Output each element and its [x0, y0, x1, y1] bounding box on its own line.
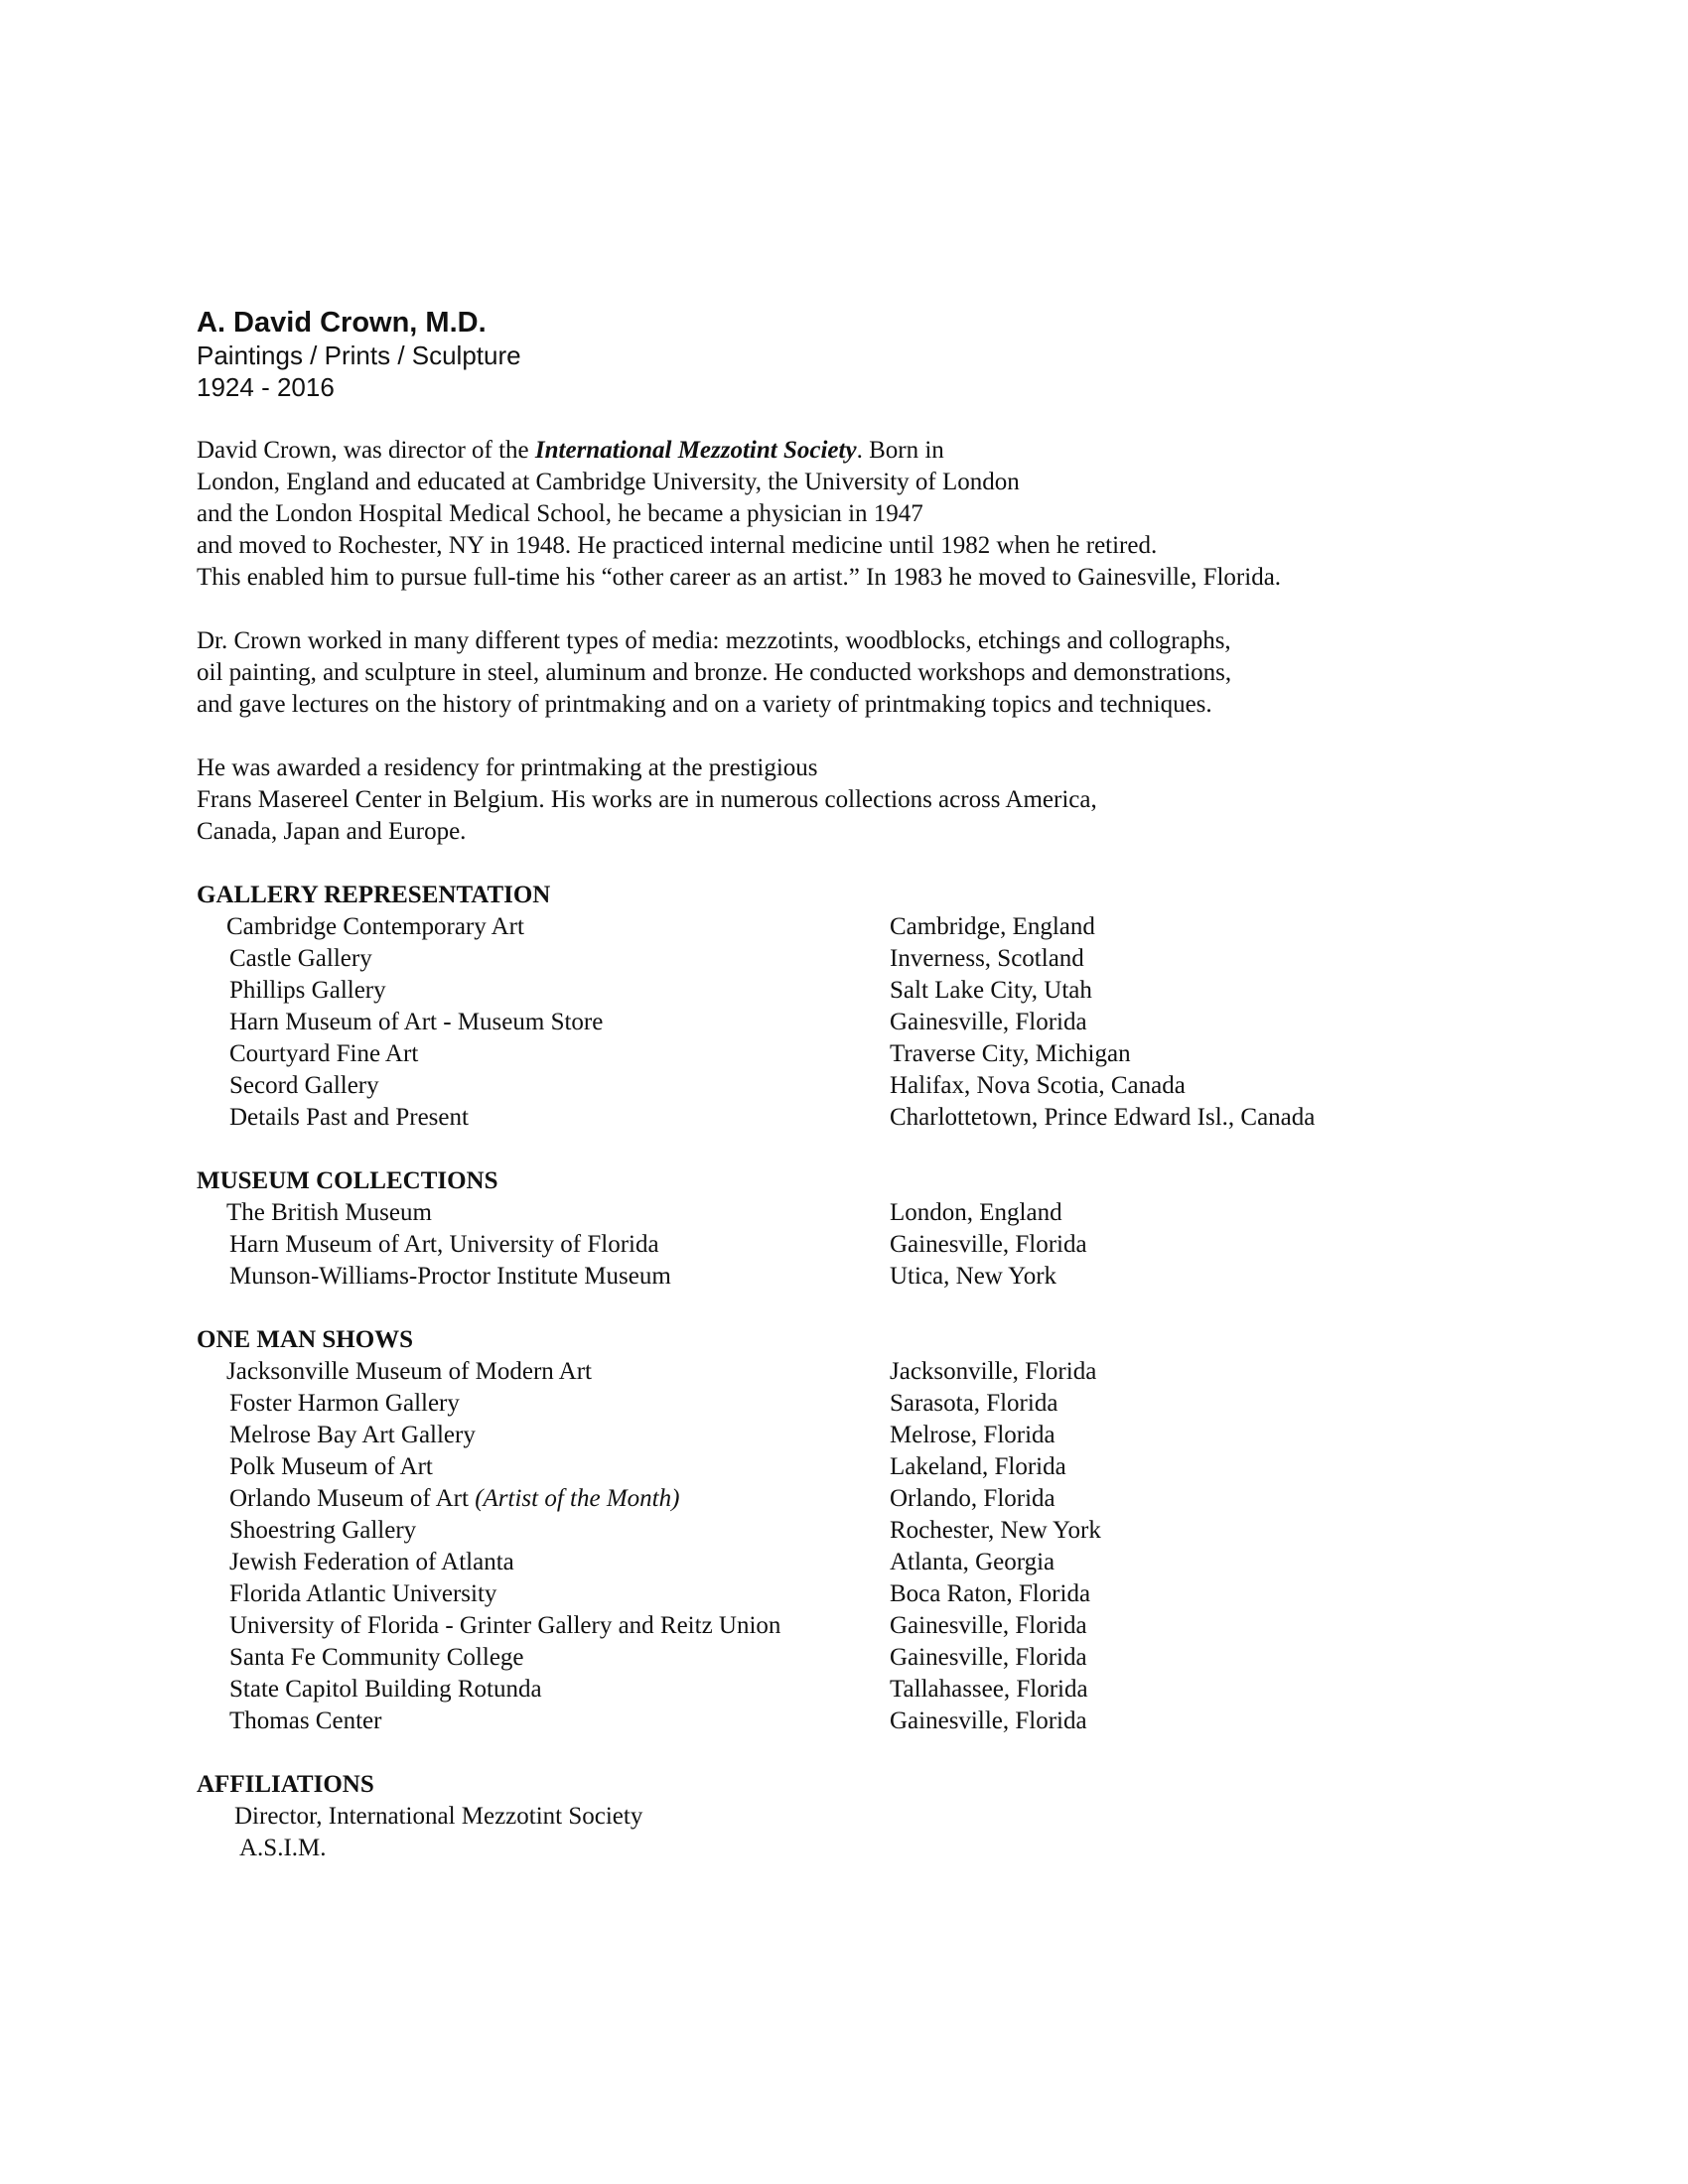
- list-item: [197, 1388, 1487, 1420]
- entry-location: Lakeland, Florida: [890, 1453, 1066, 1480]
- gallery-list: [197, 911, 1487, 1134]
- entry-location: Salt Lake City, Utah: [890, 977, 1092, 1004]
- bio-line: and the London Hospital Medical School, he became a physician in 1947: [197, 500, 923, 527]
- entry-name: Cambridge Contemporary Art: [226, 913, 524, 940]
- shows-section: [197, 1324, 1487, 1737]
- list-item: [197, 1547, 1487, 1578]
- entry-location: Gainesville, Florida: [890, 1707, 1087, 1734]
- entry-location: Charlottetown, Prince Edward Isl., Canada: [890, 1104, 1316, 1131]
- entry-location: Traverse City, Michigan: [890, 1040, 1131, 1067]
- list-item: [197, 1261, 1487, 1293]
- entry-name: Munson-Williams-Proctor Institute Museum: [229, 1263, 671, 1290]
- entry-location: Boca Raton, Florida: [890, 1580, 1091, 1607]
- bio-line: and moved to Rochester, NY in 1948. He practiced internal medicine until 1982 when he retired.: [197, 532, 1158, 559]
- entry-name: Thomas Center: [229, 1707, 382, 1734]
- header-block: [197, 306, 1487, 403]
- affiliation-item: Director, International Mezzotint Society: [234, 1803, 643, 1830]
- entry-name: University of Florida - Grinter Gallery and Reitz Union: [229, 1612, 781, 1639]
- list-item: [197, 1197, 1487, 1229]
- entry-name: The British Museum: [226, 1199, 432, 1226]
- gallery-section: [197, 880, 1487, 1134]
- entry-location: Utica, New York: [890, 1263, 1057, 1290]
- entry-name: Harn Museum of Art - Museum Store: [229, 1009, 604, 1035]
- list-item: [197, 1483, 1487, 1515]
- artist-media: Paintings / Prints / Sculpture: [197, 341, 521, 370]
- entry-name: Secord Gallery: [229, 1072, 379, 1099]
- list-item: [197, 1070, 1487, 1102]
- section-title-shows: ONE MAN SHOWS: [197, 1326, 414, 1353]
- artist-name: A. David Crown, M.D.: [197, 307, 487, 339]
- entry-location: Gainesville, Florida: [890, 1612, 1087, 1639]
- bio-paragraph-1: [197, 435, 1487, 594]
- list-item: [197, 1451, 1487, 1483]
- list-item: [197, 1007, 1487, 1038]
- list-item: [197, 1102, 1487, 1134]
- list-item: [197, 975, 1487, 1007]
- entry-location: Gainesville, Florida: [890, 1231, 1087, 1258]
- bio-line: oil painting, and sculpture in steel, aluminum and bronze. He conducted workshops and demonstrations,: [197, 659, 1232, 686]
- museum-list: [197, 1197, 1487, 1293]
- list-item: [197, 1038, 1487, 1070]
- entry-name: Foster Harmon Gallery: [229, 1390, 460, 1417]
- artist-years: 1924 - 2016: [197, 372, 335, 402]
- list-item: [197, 1356, 1487, 1388]
- section-title-museums: MUSEUM COLLECTIONS: [197, 1167, 498, 1194]
- list-item: [197, 1515, 1487, 1547]
- bio-line: Dr. Crown worked in many different types of media: mezzotints, woodblocks, etchings and collographs,: [197, 627, 1231, 654]
- bio-line: Frans Masereel Center in Belgium. His works are in numerous collections across America,: [197, 786, 1097, 813]
- bio-line: Canada, Japan and Europe.: [197, 818, 467, 845]
- bio-paragraph-2: [197, 625, 1487, 721]
- list-item: [197, 1578, 1487, 1610]
- entry-note: (Artist of the Month): [475, 1485, 680, 1512]
- bio-line: London, England and educated at Cambridge University, the University of London: [197, 469, 1020, 495]
- entry-location: London, England: [890, 1199, 1062, 1226]
- affiliation-item: A.S.I.M.: [239, 1835, 327, 1861]
- entry-name: [229, 1483, 679, 1515]
- entry-name: Jewish Federation of Atlanta: [229, 1549, 514, 1575]
- entry-name: State Capitol Building Rotunda: [229, 1676, 542, 1703]
- entry-name: Melrose Bay Art Gallery: [229, 1422, 476, 1448]
- entry-location: Atlanta, Georgia: [890, 1549, 1055, 1575]
- entry-location: Gainesville, Florida: [890, 1009, 1087, 1035]
- entry-location: Gainesville, Florida: [890, 1644, 1087, 1671]
- entry-name: Polk Museum of Art: [229, 1453, 433, 1480]
- entry-name: Details Past and Present: [229, 1104, 469, 1131]
- entry-location: Jacksonville, Florida: [890, 1358, 1097, 1385]
- bio-line: David Crown, was director of the International Mezzotint Society. Born in: [197, 437, 944, 464]
- entry-name: Santa Fe Community College: [229, 1644, 524, 1671]
- affiliations-section: [197, 1769, 1487, 1864]
- list-item: [197, 1642, 1487, 1674]
- list-item: [197, 911, 1487, 943]
- list-item: [197, 1610, 1487, 1642]
- entry-location: Inverness, Scotland: [890, 945, 1084, 972]
- entry-name: Shoestring Gallery: [229, 1517, 417, 1544]
- bio-line: This enabled him to pursue full-time his “other career as an artist.” In 1983 he moved to Gainesville, Florida.: [197, 564, 1282, 591]
- entry-location: Tallahassee, Florida: [890, 1676, 1088, 1703]
- museum-section: [197, 1165, 1487, 1293]
- entry-location: Orlando, Florida: [890, 1485, 1055, 1512]
- entry-location: Halifax, Nova Scotia, Canada: [890, 1072, 1186, 1099]
- bio-paragraph-3: [197, 752, 1487, 848]
- society-name: International Mezzotint Society: [534, 437, 857, 464]
- list-item: [197, 1674, 1487, 1706]
- list-item: [197, 1420, 1487, 1451]
- entry-name: Phillips Gallery: [229, 977, 386, 1004]
- bio-line: He was awarded a residency for printmaking at the prestigious: [197, 754, 818, 781]
- entry-name: Harn Museum of Art, University of Florida: [229, 1231, 659, 1258]
- list-item: [197, 943, 1487, 975]
- section-title-affiliations: AFFILIATIONS: [197, 1771, 374, 1798]
- entry-name: Castle Gallery: [229, 945, 372, 972]
- entry-location: Melrose, Florida: [890, 1422, 1055, 1448]
- bio-line: and gave lectures on the history of printmaking and on a variety of printmaking topics and techniques.: [197, 691, 1212, 718]
- list-item: [197, 1229, 1487, 1261]
- list-item: [197, 1706, 1487, 1737]
- shows-list: [197, 1356, 1487, 1737]
- entry-location: Sarasota, Florida: [890, 1390, 1058, 1417]
- resume-page: [197, 306, 1487, 1864]
- entry-name: Florida Atlantic University: [229, 1580, 497, 1607]
- entry-location: Cambridge, England: [890, 913, 1095, 940]
- entry-location: Rochester, New York: [890, 1517, 1101, 1544]
- entry-name-text: Orlando Museum of Art: [229, 1485, 476, 1512]
- entry-name: Courtyard Fine Art: [229, 1040, 419, 1067]
- entry-name: Jacksonville Museum of Modern Art: [226, 1358, 593, 1385]
- section-title-gallery: GALLERY REPRESENTATION: [197, 882, 551, 908]
